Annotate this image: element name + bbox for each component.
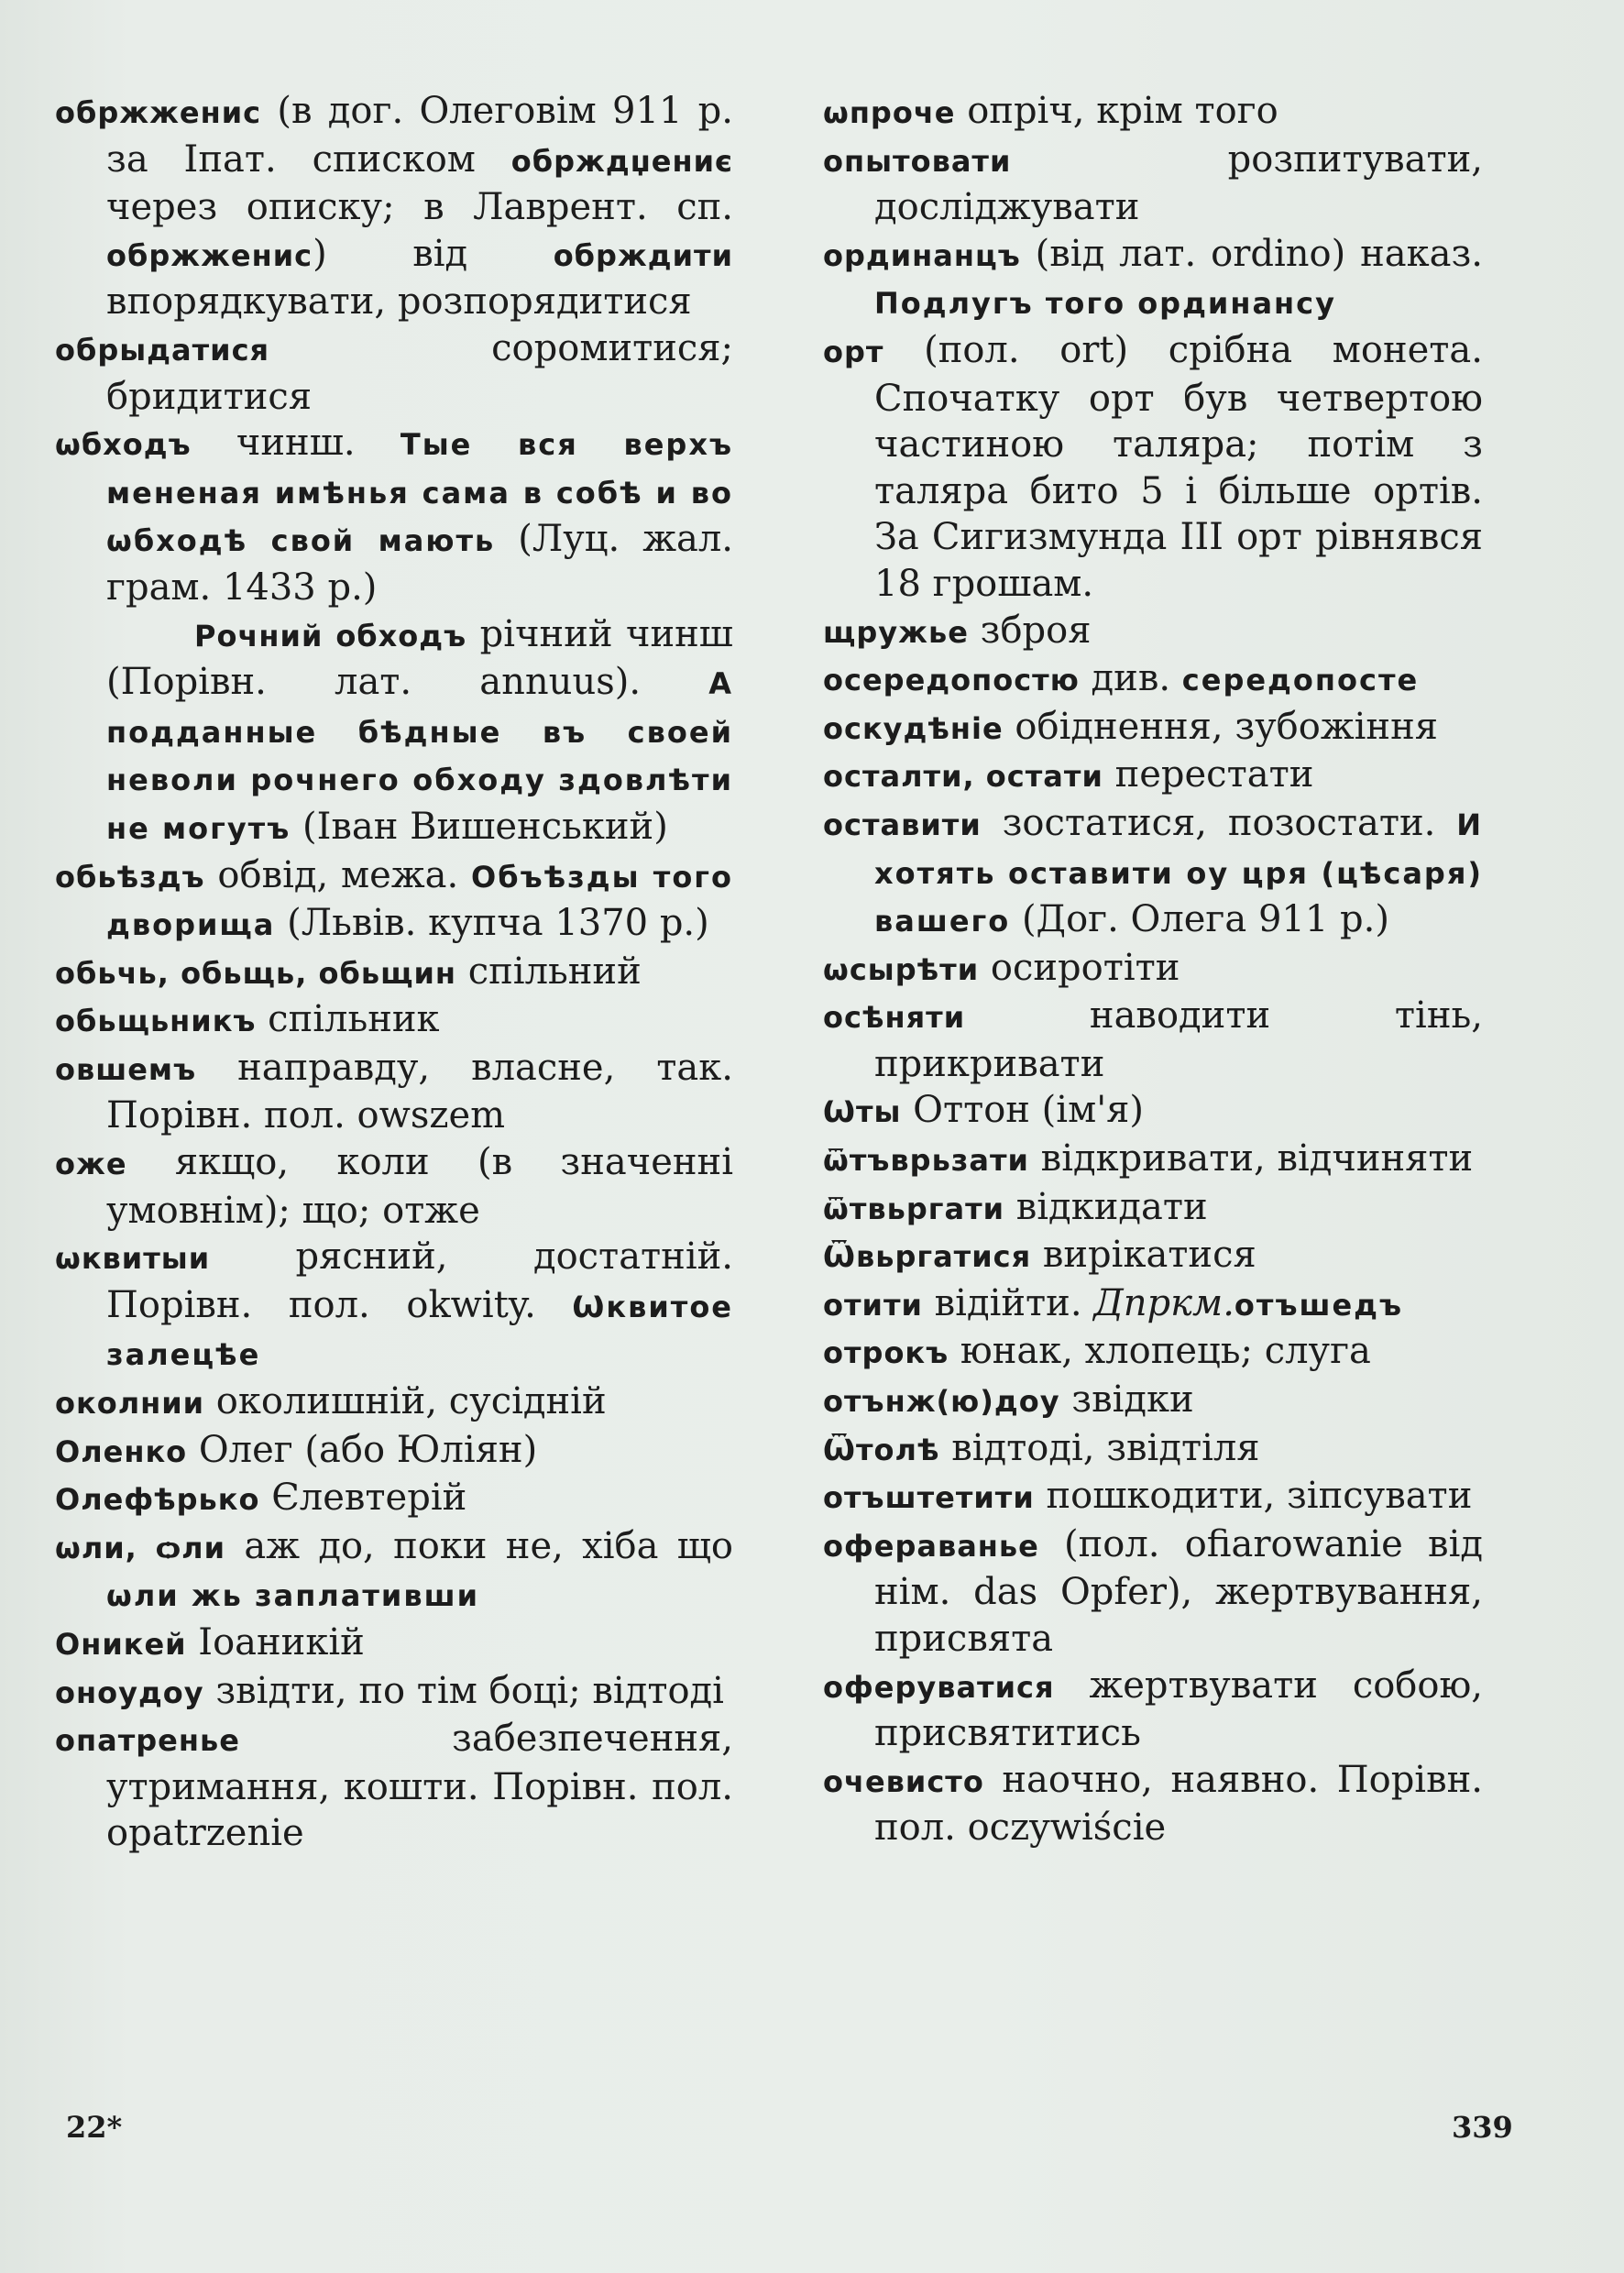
entry-otiudou: отънж(ю)доу звідки <box>823 1378 1194 1422</box>
right-column <box>823 88 1483 1851</box>
entry-opytovati: опытовати розпитувати, досліджувати <box>823 137 1483 229</box>
signature-mark: 22* <box>66 2110 123 2145</box>
entry-oskudenie: оскудѣніе обіднення, зубожіння <box>823 705 1438 748</box>
entry-oli: ѡли, ѻли аж до, поки не, хіба що ѡли жь заплативши <box>55 1524 734 1614</box>
entry-otiti: отити відійти. Дпркм.отъшедъ <box>823 1281 1404 1324</box>
entry-onoudou: оноудоу звідти, по тім боці; відтоді <box>55 1669 724 1712</box>
entry-otvrzati: ѿтъврьзати відкривати, відчиняти <box>823 1137 1474 1180</box>
entry-otrok: отрокъ юнак, хлопець; слуга <box>823 1330 1371 1373</box>
entry-otvergati: ѿтвьргати відкидати <box>823 1185 1208 1228</box>
left-column <box>55 88 733 1857</box>
entry-oruzhie: щружье зброя <box>823 609 1092 652</box>
entry-ovshem: овшемъ направду, власне, так. Порівн. пол. owszem <box>55 1046 733 1137</box>
entry-osyreti: ѡсырѣти осиротіти <box>823 946 1180 989</box>
entry-osieniati: осѣняти наводити тінь, прикривати <box>823 994 1483 1085</box>
entry-obshchnyk: обьщьникъ спільник <box>55 998 440 1041</box>
entry-oseredopostiu: осередопостю див. середопосте <box>823 657 1420 700</box>
entry-ordinants: ординанцъ (від лат. ordino) наказ. Подлугъ того ординансу <box>823 232 1483 322</box>
entry-ostaviti: оставити зостатися, позостати. И хотять оставити оу цря (цѣсаря) вашего (Дог. Олега 911 р.) <box>823 801 1483 941</box>
entry-ostati: осталти, остати перестати <box>823 753 1314 796</box>
entry-ort: орт (пол. ort) срібна монета. Спочатку орт був четвертою частиною таляра; потім з таляра бито 5 і більше ортів. За Сигизмунда III орт рівнявся 18 грошам. <box>823 328 1483 605</box>
entry-otvergatisia: Ѿвьргатися вирікатися <box>823 1234 1256 1277</box>
entry-oproche: ѡпроче опріч, крім того <box>823 90 1278 132</box>
entry-oty: Ѡты Оттон (ім'я) <box>823 1089 1145 1132</box>
entry-okvityi: ѡквитыи рясний, достатній. Порівн. пол. okwity. Ѡквитое залецѣе <box>55 1235 733 1373</box>
entry-ozhe: оже якщо, коли (в значенні умовнім); що; отже <box>55 1141 733 1232</box>
page-number: 339 <box>1452 2110 1513 2145</box>
entry-opatrenie: опатренье забезпечення, утримання, кошти. Порівн. пол. opatrzenie <box>55 1718 733 1855</box>
entry-okolnii: околнии околишній, сусідній <box>55 1380 607 1423</box>
entry-otshtetiti: отъштетити пошкодити, зіпсувати <box>823 1475 1473 1518</box>
entry-otole: Ѿтолѣ відтоді, звідтіля <box>823 1426 1260 1469</box>
entry-onikei: Оникей Іоаникій <box>55 1621 365 1664</box>
entry-oferovanie: офераванье (пол. ofiarowanie від нім. das Opfer), жертвування, присвята <box>823 1522 1483 1660</box>
entry-obrydatisia: обрыдатися соромитися; бридитися <box>55 326 733 418</box>
entry-obshch: обьчь, обьщь, обьщин спільний <box>55 950 642 993</box>
entry-oferuvatisia: оферуватися жертвувати собою, присвятитись <box>823 1664 1483 1755</box>
entry-olefierko: Олефѣрько Єлевтерій <box>55 1477 467 1520</box>
entry-obkhod: ѡбходъ чинш. Тые вся верхъ мененая имѣнья сама в собѣ и во ѡбходѣ свой мають (Луц. жал. грам. 1433 р.) <box>55 422 733 609</box>
entry-olenko: Оленко Олег (або Юліян) <box>55 1428 538 1471</box>
entry-obiezd: обьѣздъ обвід, межа. Объѣзды того дворища (Львів. купча 1370 р.) <box>55 853 734 945</box>
entry-ochevisto: очевисто наочно, наявно. Порівн. пол. oczywiście <box>823 1758 1483 1850</box>
entry-rochnyi-obkhod: Рочний обходъ річний чинш (Порівн. лат. annuus). А подданные бѣдные въ своей неволи рочнего обходу здовлѣти не могутъ (Іван Вишенський) <box>106 612 733 848</box>
entry-obrazhenie: обржженис (в дог. Олеговім 911 р. за Іпат. списком обрждџениє через описку; в Лаврент. сп. обржженис) від обрждити впорядкувати, розпорядитися <box>55 90 733 324</box>
